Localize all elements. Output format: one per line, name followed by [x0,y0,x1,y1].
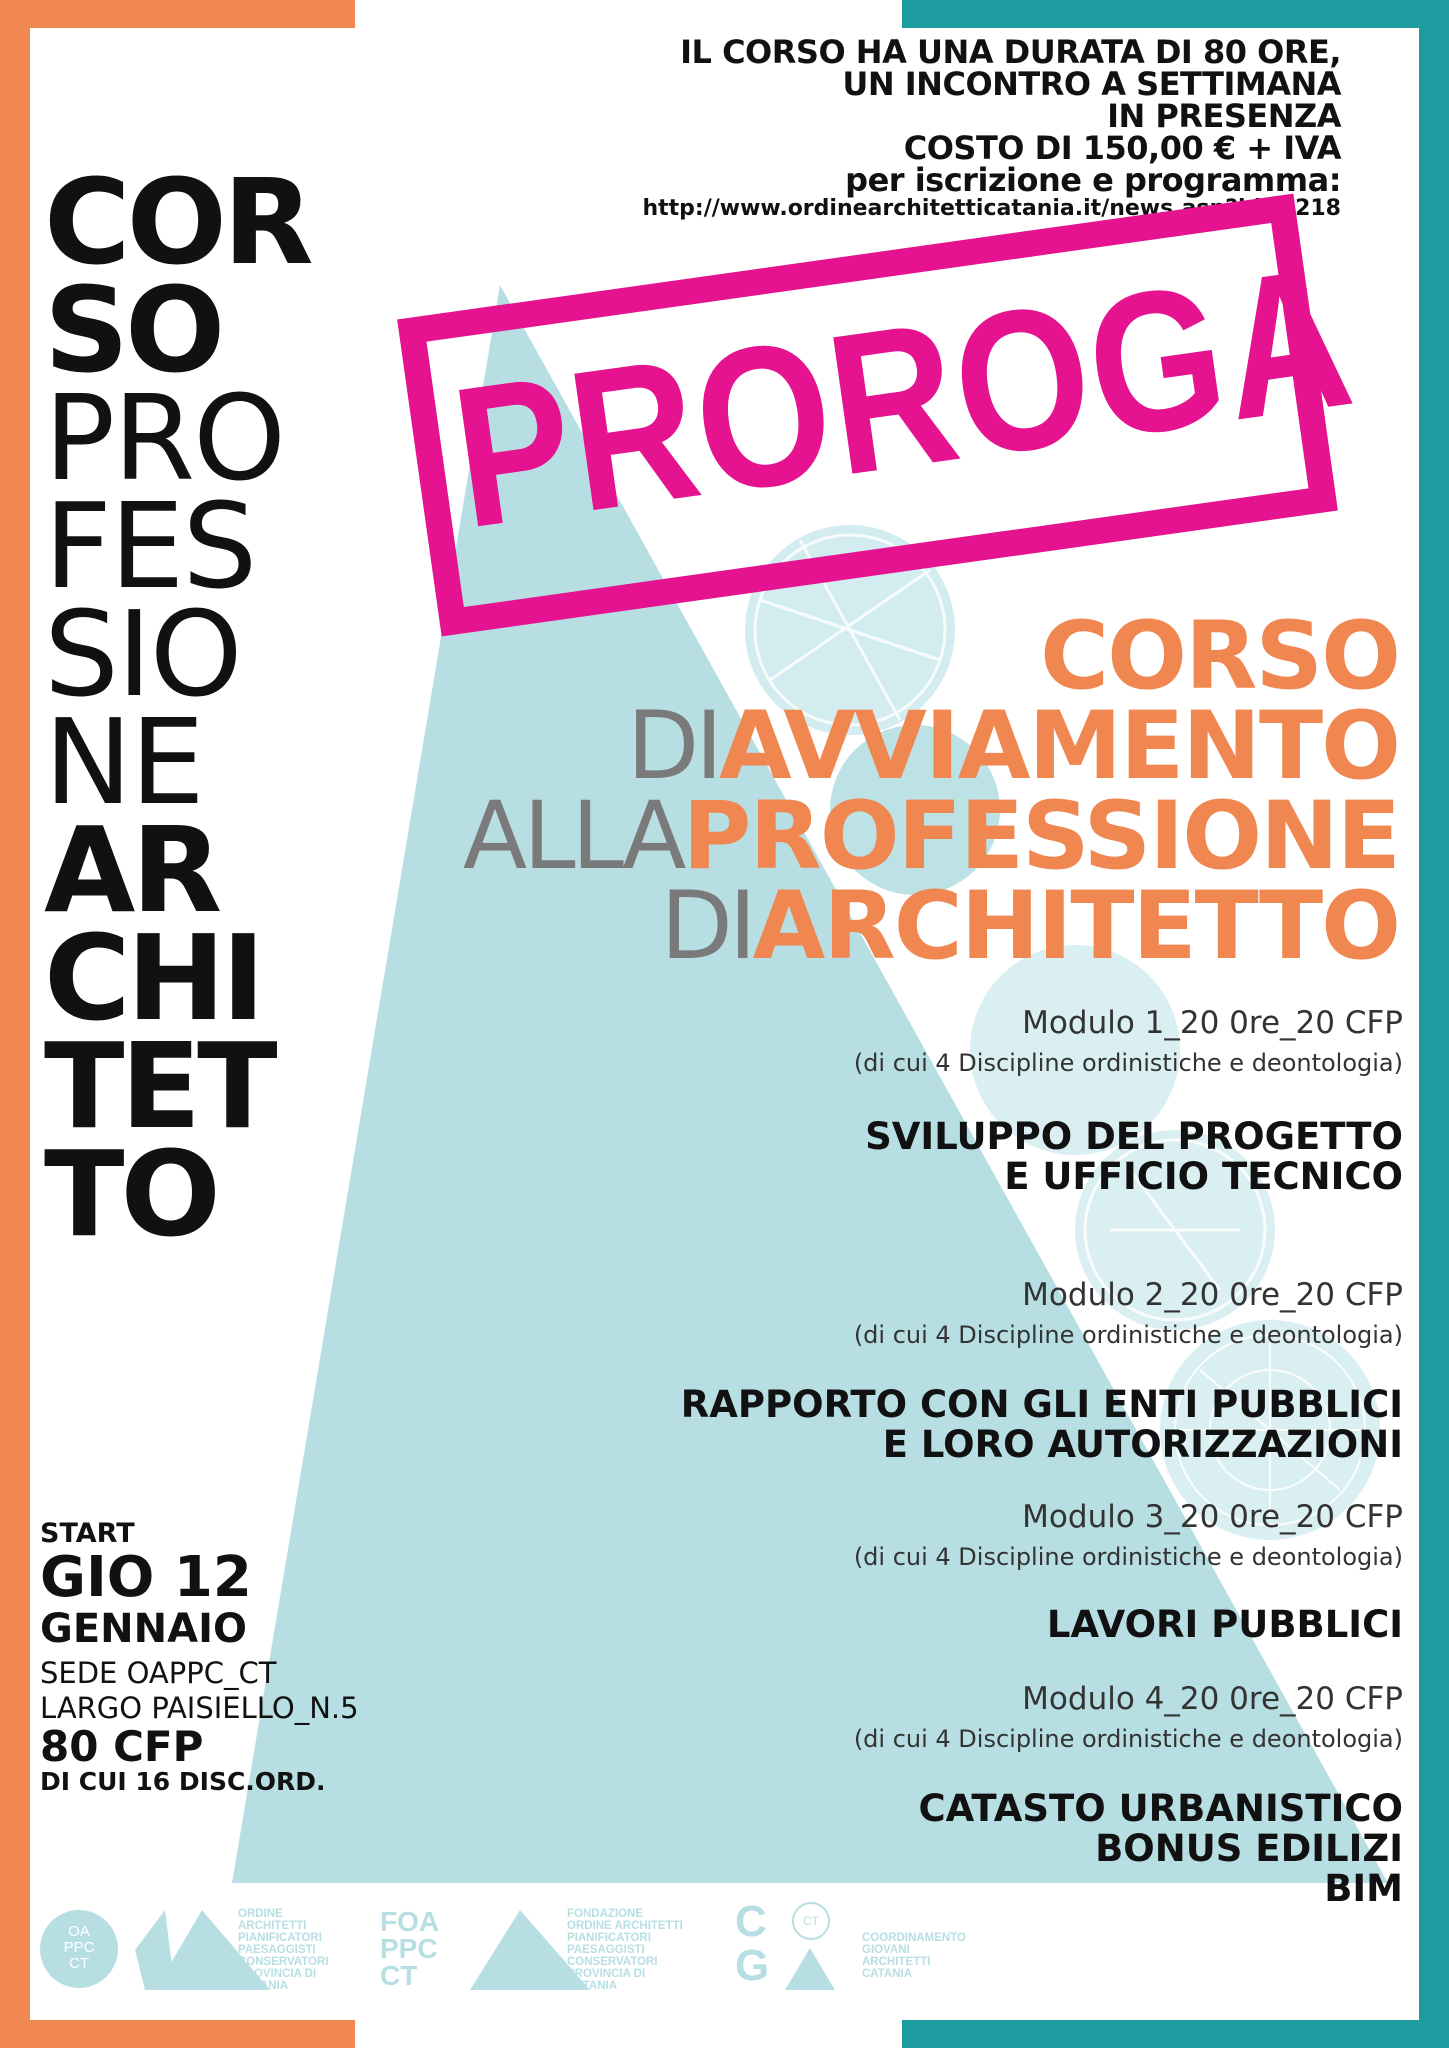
module-4-topic-line-1: CATASTO URBANISTICO [918,1787,1403,1830]
module-4-subtitle: (di cui 4 Discipline ordinistiche e deontologia) [853,1725,1403,1753]
module-1-subtitle: (di cui 4 Discipline ordinistiche e deontologia) [853,1049,1403,1077]
info-mode: IN PRESENZA [1107,97,1341,135]
oappc-mark-1: OA [68,1923,90,1940]
vertical-title-so: SO [44,261,222,399]
module-4-topic-line-3: BIM [1324,1867,1403,1910]
cgact-ct-badge: CT [792,1902,830,1940]
headline-professione: PROFESSIONE [682,782,1399,891]
info-duration: IL CORSO HA UNA DURATA DI 80 ORE, [680,33,1341,71]
headline-di-2: DI [660,872,753,981]
cgact-triangle-icon [785,1948,835,1990]
headline-architetto: ARCHITETTO [752,872,1399,981]
orange-side-bar [0,0,30,2048]
vertical-title-to: TO [44,1125,217,1263]
info-frequency: UN INCONTRO A SETTIMANA [842,65,1341,103]
vertical-title-fes: FES [44,477,256,615]
headline-avviamento: AVVIAMENTO [718,692,1399,801]
start-date: GIO 12 [40,1545,252,1611]
oappc-mark-3: CT [69,1955,89,1972]
vertical-title [44,153,310,1263]
teal-top-bar [902,0,1449,28]
module-4-title: Modulo 4_20 0re_20 CFP [1022,1681,1403,1717]
vertical-title-chi: CHI [44,909,262,1047]
module-2 [681,1277,1403,1465]
module-1 [681,1005,1403,1197]
start-label: START [40,1518,135,1549]
oappc-logo-circle [40,1910,118,1988]
vertical-title-pro: PRO [44,369,285,507]
module-3-subtitle: (di cui 4 Discipline ordinistiche e deontologia) [853,1543,1403,1571]
module-2-subtitle: (di cui 4 Discipline ordinistiche e deontologia) [853,1321,1403,1349]
headline-alla: ALLA [462,782,683,891]
logos-footer [40,1880,1100,2020]
vertical-title-ar: AR [44,801,219,939]
start-cfp: 80 CFP [40,1722,204,1772]
module-2-title: Modulo 2_20 0re_20 CFP [1022,1277,1403,1313]
info-url-link[interactable]: http://www.ordinearchitetticatania.it/news.asp?id=1218 [642,196,1341,221]
module-1-title: Modulo 1_20 0re_20 CFP [1022,1005,1403,1041]
cgact-logo-mark: C G [735,1897,770,1990]
foappc-logo-mark: FOA PPC CT [380,1906,440,1991]
oappc-mark-2: PPC [63,1939,95,1956]
vertical-title-ne: NE [44,693,203,831]
module-2-topic-line-1: RAPPORTO CON GLI ENTI PUBBLICI [680,1383,1403,1426]
vertical-title-tet: TET [44,1017,274,1155]
course-info-block [642,33,1341,221]
module-3-topic-line-1: LAVORI PUBBLICI [1046,1603,1403,1646]
start-venue: SEDE OAPPC_CT [40,1656,277,1691]
start-info-block [40,1520,359,1796]
vertical-title-sio: SIO [44,585,241,723]
info-registration: per iscrizione e programma: [845,161,1341,199]
cgact-logo-text: COORDINAMENTO GIOVANI ARCHITETTI CATANIA [862,1932,966,1980]
module-1-topic-line-1: SVILUPPO DEL PROGETTO [865,1115,1403,1158]
info-cost: COSTO DI 150,00 € + IVA [903,129,1341,167]
headline-di-1: DI [626,692,719,801]
oappc-logo-text: ORDINE ARCHITETTI PIANIFICATORI PAESAGGISTI CONSERVATORI PROVINCIA DI CATANIA [238,1908,329,1992]
foappc-logo-text: FONDAZIONE ORDINE ARCHITETTI PIANIFICATORI PAESAGGISTI CONSERVATORI PROVINCIA DI CATANIA [567,1908,683,1992]
module-3-title: Modulo 3_20 0re_20 CFP [1022,1499,1403,1535]
module-2-topic-line-2: E LORO AUTORIZZAZIONI [882,1423,1403,1466]
vertical-title-cor: COR [44,153,310,291]
modules-list [681,1005,1403,1909]
start-month: GENNAIO [40,1606,247,1653]
module-1-topic-line-2: E UFFICIO TECNICO [1004,1155,1403,1198]
module-4 [681,1681,1403,1909]
course-headline [462,602,1399,981]
orange-bottom-bar [0,2020,355,2048]
start-cfp-note: DI CUI 16 DISC.ORD. [40,1767,326,1797]
start-address: LARGO PAISIELLO_N.5 [40,1690,359,1725]
module-3 [681,1499,1403,1645]
orange-top-bar [0,0,355,28]
headline-corso: CORSO [1040,602,1399,711]
module-4-topic-line-2: BONUS EDILIZI [1095,1827,1403,1870]
teal-bottom-bar [902,2020,1449,2048]
stamp-text: PROROGA [441,224,1365,571]
teal-side-bar [1419,0,1449,2048]
